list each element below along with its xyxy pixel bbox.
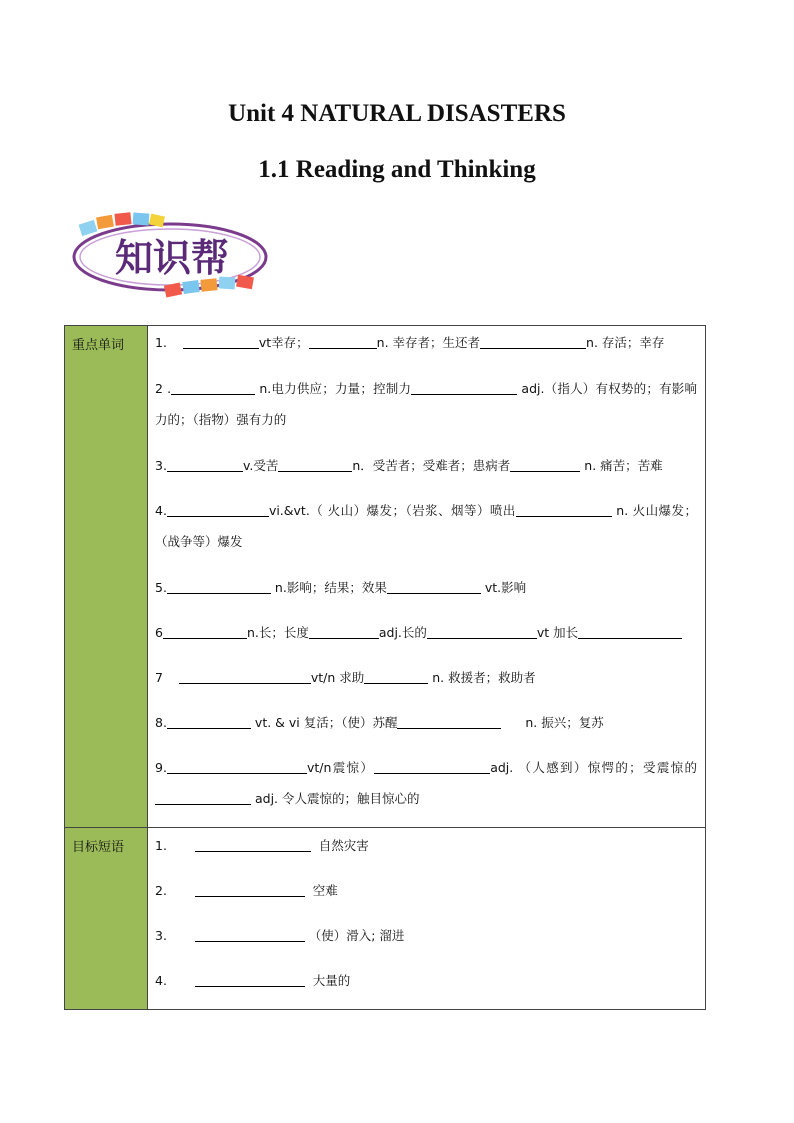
word-row: 2 . n.电力供应；力量；控制力 adj.（指人）有权势的；有影响力的；（指物）强有力的 bbox=[155, 381, 697, 427]
answer-blank[interactable] bbox=[516, 502, 612, 517]
section-target-phrases bbox=[65, 828, 705, 1009]
answer-blank[interactable] bbox=[397, 714, 501, 729]
word-row: 7 vt/n 求助 n. 救援者；救助者 bbox=[155, 670, 536, 685]
phrase-row: 1. 自然灾害 bbox=[155, 838, 369, 853]
answer-blank[interactable] bbox=[480, 334, 586, 349]
answer-blank[interactable] bbox=[364, 669, 428, 684]
badge-text: 知识帮 bbox=[114, 236, 230, 280]
answer-blank[interactable] bbox=[167, 579, 271, 594]
answer-blank[interactable] bbox=[411, 380, 517, 395]
phrase-row: 4. 大量的 bbox=[155, 973, 351, 988]
word-row: 4. vi.&vt.（ 火山）爆发；（岩浆、烟等）喷出 n. 火山爆发；（战争等）爆发 bbox=[155, 503, 697, 549]
answer-blank[interactable] bbox=[195, 837, 311, 852]
answer-blank[interactable] bbox=[163, 624, 247, 639]
page-title: Unit 4 NATURAL DISASTERS bbox=[228, 100, 566, 127]
knowledge-badge-icon bbox=[70, 210, 275, 302]
answer-blank[interactable] bbox=[167, 759, 307, 774]
section-label-cell bbox=[65, 828, 148, 1009]
answer-blank[interactable] bbox=[195, 972, 305, 987]
answer-blank[interactable] bbox=[309, 624, 379, 639]
answer-blank[interactable] bbox=[195, 927, 305, 942]
answer-blank[interactable] bbox=[278, 457, 352, 472]
answer-blank[interactable] bbox=[578, 624, 682, 639]
answer-blank[interactable] bbox=[179, 669, 311, 684]
answer-blank[interactable] bbox=[183, 334, 259, 349]
answer-blank[interactable] bbox=[171, 380, 255, 395]
answer-blank[interactable] bbox=[510, 457, 580, 472]
answer-blank[interactable] bbox=[387, 579, 481, 594]
vocab-table bbox=[64, 325, 706, 1010]
answer-blank[interactable] bbox=[167, 502, 269, 517]
section-label: 重点单词 bbox=[72, 338, 125, 353]
section-label-cell bbox=[65, 326, 148, 827]
phrase-row: 2. 空难 bbox=[155, 883, 338, 898]
answer-blank[interactable] bbox=[374, 759, 490, 774]
phrase-row: 3. （使）滑入; 溜进 bbox=[155, 928, 405, 943]
answer-blank[interactable] bbox=[309, 334, 377, 349]
word-row: 8. vt. & vi 复活；（使）苏醒 n. 振兴；复苏 bbox=[155, 715, 604, 730]
word-row: 5. n.影响；结果；效果 vt.影响 bbox=[155, 580, 527, 595]
word-row: 3. v.受苦 n．受苦者；受难者；患病者 n. 痛苦；苦难 bbox=[155, 458, 663, 473]
answer-blank[interactable] bbox=[155, 790, 251, 805]
word-row: 6 n.长；长度 adj.长的 vt 加长 bbox=[155, 617, 697, 648]
answer-blank[interactable] bbox=[167, 714, 251, 729]
answer-blank[interactable] bbox=[195, 882, 305, 897]
section-key-words bbox=[65, 326, 705, 828]
word-row: 9. vt/n震惊） adj. （人感到）惊愕的；受震惊的 adj. 令人震惊的；触目惊心的 bbox=[155, 760, 698, 806]
answer-blank[interactable] bbox=[167, 457, 243, 472]
answer-blank[interactable] bbox=[427, 624, 537, 639]
section-label: 目标短语 bbox=[72, 840, 125, 855]
page-subtitle: 1.1 Reading and Thinking bbox=[258, 156, 536, 183]
word-row: 1. vt幸存； n. 幸存者；生还者 n. 存活；幸存 bbox=[155, 335, 665, 350]
